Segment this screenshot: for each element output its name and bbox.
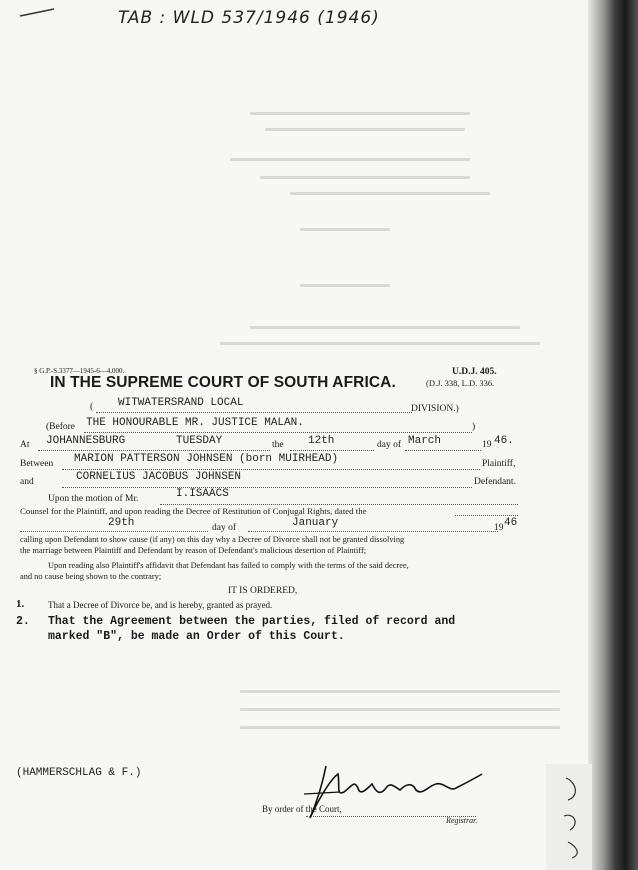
counsel-name: I.ISAACS bbox=[176, 488, 229, 500]
scan-edge-shadow bbox=[588, 0, 638, 870]
calling-line-1: calling upon Defendant to show cause (if any) on this day why a Decree of Divorce shall not be granted dissolving bbox=[20, 535, 405, 544]
division-label: DIVISION.) bbox=[411, 404, 459, 414]
place: JOHANNESBURG bbox=[46, 435, 126, 447]
decree-month: January bbox=[292, 517, 339, 529]
between-label: Between bbox=[20, 459, 54, 469]
form-id: U.D.J. 405. bbox=[452, 367, 497, 377]
year-prefix: 19 bbox=[482, 440, 492, 450]
order-1-number: 1. bbox=[16, 598, 25, 610]
plaintiff-label: Plaintiff, bbox=[482, 459, 516, 469]
counsel-line: Counsel for the Plaintiff, and upon reading the Decree of Restitution of Conjugal Rights, dated the bbox=[20, 506, 367, 516]
division-name: WITWATERSRAND LOCAL bbox=[118, 397, 244, 409]
pen-stroke-mark bbox=[18, 6, 58, 20]
month: March bbox=[408, 435, 442, 447]
before-close: ) bbox=[472, 422, 476, 432]
decree-day-of: day of bbox=[212, 523, 237, 533]
day: 12th bbox=[308, 435, 335, 447]
by-order-label: By order of the Court, bbox=[262, 804, 342, 814]
and-label: and bbox=[20, 477, 34, 487]
weekday: TUESDAY bbox=[176, 435, 223, 447]
order-1-text: That a Decree of Divorce be, and is hereby, granted as prayed. bbox=[48, 600, 273, 610]
form-code: § G.P.-S.3377—1945-6—4,000. bbox=[34, 367, 125, 375]
court-title: IN THE SUPREME COURT OF SOUTH AFRICA. bbox=[50, 374, 396, 391]
defendant-label: Defendant. bbox=[474, 477, 516, 487]
handwritten-reference: TAB : WLD 537/1946 (1946) bbox=[118, 8, 380, 28]
order-2-line-2: marked "B", be made an Order of this Court. bbox=[48, 630, 345, 643]
before-label: (Before bbox=[46, 422, 76, 432]
plaintiff-name: MARION PATTERSON JOHNSEN (born MUIRHEAD) bbox=[74, 453, 339, 465]
the-label: the bbox=[272, 440, 284, 450]
day-of-label: day of bbox=[377, 440, 402, 450]
judge-name: THE HONOURABLE MR. JUSTICE MALAN. bbox=[86, 417, 304, 429]
division-open: ( bbox=[90, 402, 94, 412]
affidavit-line-1: Upon reading also Plaintiff's affidavit that Defendant has failed to comply with the terms of the said decree, bbox=[48, 561, 409, 570]
affidavit-line-2: and no cause being shown to the contrary; bbox=[20, 572, 162, 581]
decree-year-prefix: 19 bbox=[494, 523, 504, 533]
motion-label: Upon the motion of Mr. bbox=[48, 494, 139, 504]
calling-line-2: the marriage between Plaintiff and Defendant by reason of Defendant's malicious desertion of Plaintiff; bbox=[20, 546, 367, 555]
decree-year-suffix: 46 bbox=[504, 517, 518, 529]
ordered-heading: IT IS ORDERED, bbox=[228, 586, 298, 596]
decree-day: 29th bbox=[108, 517, 135, 529]
order-2-number: 2. bbox=[16, 615, 30, 628]
year-suffix: 46. bbox=[494, 435, 514, 447]
form-id-sub: (D.J. 338, L.D. 336. bbox=[426, 378, 495, 388]
defendant-name: CORNELIUS JACOBUS JOHNSEN bbox=[76, 471, 242, 483]
attorneys: (HAMMERSCHLAG & F.) bbox=[16, 767, 142, 779]
at-label: At bbox=[20, 440, 30, 450]
registrar-label: Registrar. bbox=[446, 816, 478, 825]
order-2-line-1: That the Agreement between the parties, filed of record and bbox=[48, 615, 456, 628]
corner-scribble bbox=[560, 772, 590, 862]
